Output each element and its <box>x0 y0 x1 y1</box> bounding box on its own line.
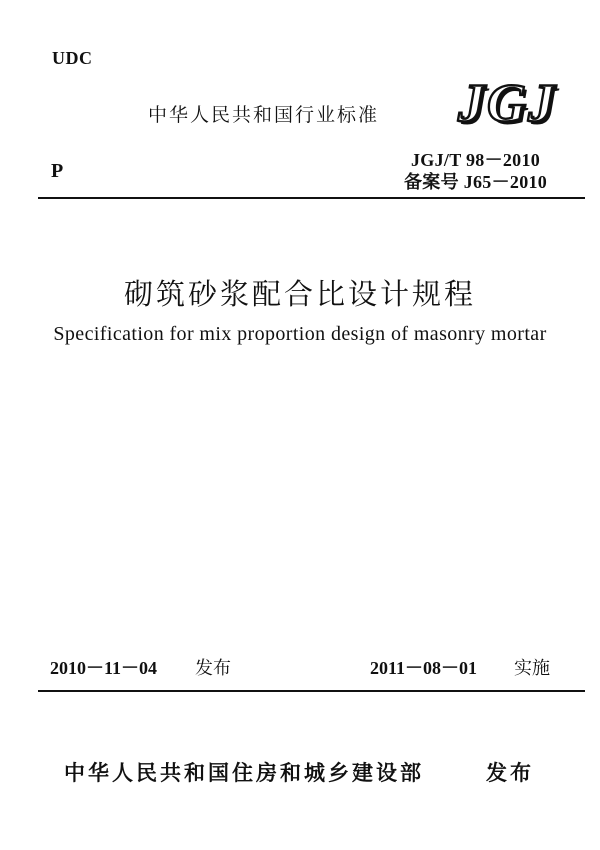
jgj-logo: JGJ <box>458 73 557 133</box>
document-title-chinese: 砌筑砂浆配合比设计规程 <box>123 277 476 311</box>
document-title-english: Specification for mix proportion design of masonry mortar <box>53 323 547 345</box>
publish-label: 发布 <box>486 761 534 785</box>
udc-label: UDC <box>52 48 93 68</box>
implementation-label: 实施 <box>514 658 550 679</box>
record-number: 备案号 J65－2010 <box>404 172 548 192</box>
issue-date: 2010－11－04 <box>50 658 158 678</box>
standard-number: JGJ/T 98－2010 <box>411 150 541 170</box>
issue-label: 发布 <box>195 658 231 679</box>
classification-code: P <box>51 160 64 182</box>
bottom-divider <box>38 690 585 692</box>
industry-standard-heading: 中华人民共和国行业标准 <box>148 104 380 126</box>
implementation-date: 2011－08－01 <box>370 658 478 678</box>
publisher-name: 中华人民共和国住房和城乡建设部 <box>64 761 424 785</box>
top-divider <box>38 197 585 199</box>
